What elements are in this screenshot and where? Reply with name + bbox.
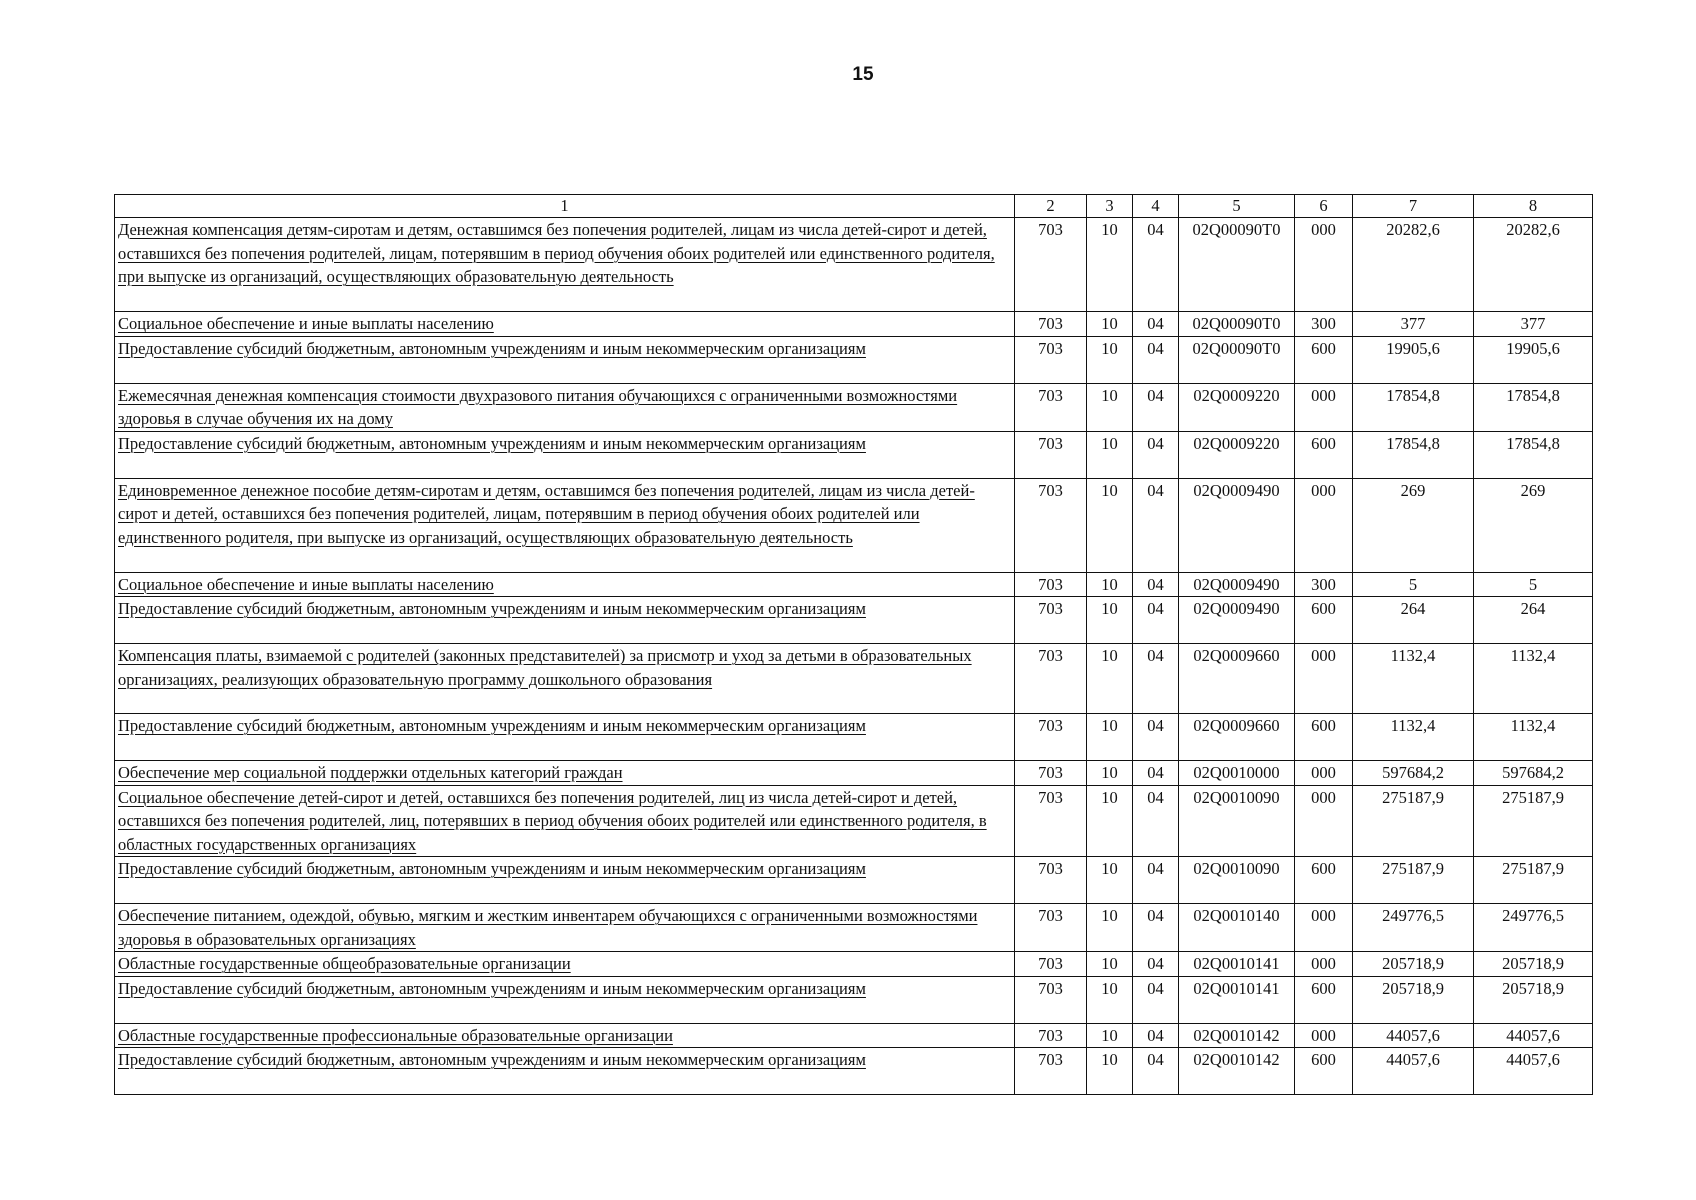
cell-subsection-b: 04 — [1133, 714, 1179, 761]
row-name-cell: Социальное обеспечение и иные выплаты населению — [115, 572, 1015, 597]
cell-expense-type: 000 — [1295, 478, 1353, 572]
cell-section: 703 — [1015, 597, 1087, 644]
table-row — [115, 952, 1593, 977]
cell-target-article: 02Q00090Т0 — [1179, 336, 1295, 383]
row-name-cell: Социальное обеспечение и иные выплаты населению — [115, 312, 1015, 337]
table-row — [115, 1023, 1593, 1048]
cell-subsection-b: 04 — [1133, 644, 1179, 714]
cell-section: 703 — [1015, 218, 1087, 312]
table-row — [115, 644, 1593, 714]
cell-section: 703 — [1015, 857, 1087, 904]
cell-amount-8: 17854,8 — [1474, 383, 1593, 431]
cell-section: 703 — [1015, 431, 1087, 478]
cell-subsection-b: 04 — [1133, 1023, 1179, 1048]
table-row — [115, 336, 1593, 383]
table-row — [115, 785, 1593, 857]
cell-target-article: 02Q0009220 — [1179, 383, 1295, 431]
cell-subsection-a: 10 — [1087, 1023, 1133, 1048]
header-cell: 7 — [1353, 195, 1474, 218]
cell-amount-8: 1132,4 — [1474, 644, 1593, 714]
cell-expense-type: 600 — [1295, 336, 1353, 383]
cell-subsection-b: 04 — [1133, 785, 1179, 857]
row-name-cell: Компенсация платы, взимаемой с родителей (законных представителей) за присмотр и уход за детьми в образовательных организациях, реализующих образовательную программу дошкольного образования — [115, 644, 1015, 714]
cell-subsection-b: 04 — [1133, 597, 1179, 644]
cell-section: 703 — [1015, 478, 1087, 572]
cell-subsection-b: 04 — [1133, 857, 1179, 904]
cell-amount-7: 17854,8 — [1353, 431, 1474, 478]
cell-expense-type: 000 — [1295, 904, 1353, 952]
cell-target-article: 02Q00090Т0 — [1179, 218, 1295, 312]
cell-subsection-b: 04 — [1133, 383, 1179, 431]
cell-target-article: 02Q0010000 — [1179, 761, 1295, 786]
cell-amount-8: 205718,9 — [1474, 952, 1593, 977]
cell-amount-8: 1132,4 — [1474, 714, 1593, 761]
table-row — [115, 761, 1593, 786]
cell-subsection-b: 04 — [1133, 478, 1179, 572]
cell-expense-type: 000 — [1295, 1023, 1353, 1048]
cell-section: 703 — [1015, 644, 1087, 714]
row-name-cell: Ежемесячная денежная компенсация стоимости двухразового питания обучающихся с ограниченными возможностями здоровья в случае обучения их на дому — [115, 383, 1015, 431]
cell-subsection-a: 10 — [1087, 218, 1133, 312]
cell-amount-7: 205718,9 — [1353, 952, 1474, 977]
page-number: 15 — [852, 64, 874, 85]
table-row — [115, 312, 1593, 337]
cell-target-article: 02Q0010142 — [1179, 1023, 1295, 1048]
cell-target-article: 02Q0009490 — [1179, 572, 1295, 597]
cell-expense-type: 600 — [1295, 1048, 1353, 1095]
cell-amount-7: 205718,9 — [1353, 976, 1474, 1023]
cell-expense-type: 600 — [1295, 431, 1353, 478]
cell-subsection-b: 04 — [1133, 336, 1179, 383]
cell-subsection-b: 04 — [1133, 761, 1179, 786]
cell-subsection-b: 04 — [1133, 572, 1179, 597]
cell-subsection-a: 10 — [1087, 904, 1133, 952]
row-name-cell: Областные государственные общеобразовательные организации — [115, 952, 1015, 977]
row-name-cell: Предоставление субсидий бюджетным, автономным учреждениям и иным некоммерческим организациям — [115, 976, 1015, 1023]
row-name-cell: Предоставление субсидий бюджетным, автономным учреждениям и иным некоммерческим организациям — [115, 431, 1015, 478]
cell-section: 703 — [1015, 383, 1087, 431]
cell-amount-8: 377 — [1474, 312, 1593, 337]
cell-subsection-a: 10 — [1087, 644, 1133, 714]
cell-target-article: 02Q0009660 — [1179, 714, 1295, 761]
cell-target-article: 02Q0009490 — [1179, 478, 1295, 572]
row-name-cell: Социальное обеспечение детей-сирот и детей, оставшихся без попечения родителей, лиц из числа детей-сирот и детей, оставшихся без попечения родителей, лиц, потерявших в период обучения обоих родителей или единственного родителя, в областных государственных организациях — [115, 785, 1015, 857]
table-row — [115, 1048, 1593, 1095]
header-cell: 3 — [1087, 195, 1133, 218]
cell-subsection-b: 04 — [1133, 431, 1179, 478]
cell-amount-7: 1132,4 — [1353, 714, 1474, 761]
cell-subsection-a: 10 — [1087, 312, 1133, 337]
row-name-cell: Предоставление субсидий бюджетным, автономным учреждениям и иным некоммерческим организациям — [115, 857, 1015, 904]
cell-target-article: 02Q0010141 — [1179, 952, 1295, 977]
cell-section: 703 — [1015, 1048, 1087, 1095]
cell-expense-type: 000 — [1295, 218, 1353, 312]
cell-amount-8: 249776,5 — [1474, 904, 1593, 952]
cell-section: 703 — [1015, 904, 1087, 952]
cell-section: 703 — [1015, 1023, 1087, 1048]
cell-section: 703 — [1015, 952, 1087, 977]
cell-amount-7: 269 — [1353, 478, 1474, 572]
header-cell: 5 — [1179, 195, 1295, 218]
cell-amount-7: 275187,9 — [1353, 785, 1474, 857]
cell-amount-8: 19905,6 — [1474, 336, 1593, 383]
cell-subsection-b: 04 — [1133, 312, 1179, 337]
header-cell: 6 — [1295, 195, 1353, 218]
cell-amount-7: 249776,5 — [1353, 904, 1474, 952]
cell-expense-type: 000 — [1295, 383, 1353, 431]
cell-subsection-a: 10 — [1087, 976, 1133, 1023]
cell-expense-type: 000 — [1295, 952, 1353, 977]
header-cell: 8 — [1474, 195, 1593, 218]
header-row — [115, 195, 1593, 218]
cell-amount-8: 44057,6 — [1474, 1048, 1593, 1095]
cell-amount-7: 44057,6 — [1353, 1048, 1474, 1095]
cell-section: 703 — [1015, 785, 1087, 857]
table-row — [115, 904, 1593, 952]
cell-target-article: 02Q0009490 — [1179, 597, 1295, 644]
table-row — [115, 857, 1593, 904]
cell-subsection-b: 04 — [1133, 218, 1179, 312]
cell-amount-8: 264 — [1474, 597, 1593, 644]
cell-subsection-a: 10 — [1087, 857, 1133, 904]
header-cell: 4 — [1133, 195, 1179, 218]
cell-subsection-a: 10 — [1087, 1048, 1133, 1095]
cell-expense-type: 600 — [1295, 976, 1353, 1023]
row-name-cell: Областные государственные профессиональные образовательные организации — [115, 1023, 1015, 1048]
cell-amount-8: 597684,2 — [1474, 761, 1593, 786]
cell-target-article: 02Q0010090 — [1179, 785, 1295, 857]
cell-expense-type: 600 — [1295, 714, 1353, 761]
header-cell: 2 — [1015, 195, 1087, 218]
cell-amount-8: 44057,6 — [1474, 1023, 1593, 1048]
cell-subsection-b: 04 — [1133, 976, 1179, 1023]
cell-subsection-a: 10 — [1087, 431, 1133, 478]
cell-amount-7: 17854,8 — [1353, 383, 1474, 431]
row-name-cell: Обеспечение питанием, одеждой, обувью, мягким и жестким инвентарем обучающихся с ограниченными возможностями здоровья в образовательных организациях — [115, 904, 1015, 952]
cell-target-article: 02Q0010141 — [1179, 976, 1295, 1023]
table-row — [115, 572, 1593, 597]
cell-amount-8: 275187,9 — [1474, 857, 1593, 904]
cell-section: 703 — [1015, 714, 1087, 761]
cell-subsection-a: 10 — [1087, 336, 1133, 383]
cell-subsection-a: 10 — [1087, 785, 1133, 857]
cell-section: 703 — [1015, 572, 1087, 597]
table-row — [115, 714, 1593, 761]
table-body — [115, 218, 1593, 1095]
table-row — [115, 976, 1593, 1023]
cell-target-article: 02Q0009660 — [1179, 644, 1295, 714]
cell-amount-7: 19905,6 — [1353, 336, 1474, 383]
cell-subsection-a: 10 — [1087, 572, 1133, 597]
cell-amount-7: 275187,9 — [1353, 857, 1474, 904]
row-name-cell: Предоставление субсидий бюджетным, автономным учреждениям и иным некоммерческим организациям — [115, 714, 1015, 761]
cell-section: 703 — [1015, 976, 1087, 1023]
cell-expense-type: 000 — [1295, 644, 1353, 714]
cell-target-article: 02Q0010140 — [1179, 904, 1295, 952]
row-name-cell: Денежная компенсация детям-сиротам и детям, оставшимся без попечения родителей, лицам из числа детей-сирот и детей, оставшихся без попечения родителей, лицам, потерявшим в период обучения обоих родителей или единственного родителя, при выпуске из организаций, осуществляющих образовательную деятельность — [115, 218, 1015, 312]
cell-expense-type: 300 — [1295, 572, 1353, 597]
cell-subsection-a: 10 — [1087, 761, 1133, 786]
cell-amount-7: 377 — [1353, 312, 1474, 337]
cell-section: 703 — [1015, 312, 1087, 337]
row-name-cell: Предоставление субсидий бюджетным, автономным учреждениям и иным некоммерческим организациям — [115, 336, 1015, 383]
cell-target-article: 02Q0010090 — [1179, 857, 1295, 904]
row-name-cell: Единовременное денежное пособие детям-сиротам и детям, оставшимся без попечения родителей, лицам из числа детей-сирот и детей, оставшихся без попечения родителей, лицам, потерявшим в период обучения обоих родителей или единственного родителя, при выпуске из организаций, осуществляющих образовательную деятельность — [115, 478, 1015, 572]
cell-subsection-a: 10 — [1087, 597, 1133, 644]
table-row — [115, 218, 1593, 312]
table-row — [115, 478, 1593, 572]
cell-expense-type: 000 — [1295, 785, 1353, 857]
cell-subsection-a: 10 — [1087, 383, 1133, 431]
cell-amount-8: 275187,9 — [1474, 785, 1593, 857]
table-row — [115, 431, 1593, 478]
cell-amount-8: 205718,9 — [1474, 976, 1593, 1023]
cell-expense-type: 600 — [1295, 857, 1353, 904]
cell-subsection-b: 04 — [1133, 904, 1179, 952]
cell-subsection-a: 10 — [1087, 478, 1133, 572]
cell-amount-7: 264 — [1353, 597, 1474, 644]
table-row — [115, 597, 1593, 644]
cell-target-article: 02Q00090Т0 — [1179, 312, 1295, 337]
cell-expense-type: 000 — [1295, 761, 1353, 786]
cell-target-article: 02Q0010142 — [1179, 1048, 1295, 1095]
cell-amount-8: 17854,8 — [1474, 431, 1593, 478]
cell-amount-8: 269 — [1474, 478, 1593, 572]
cell-amount-7: 44057,6 — [1353, 1023, 1474, 1048]
cell-subsection-a: 10 — [1087, 952, 1133, 977]
cell-expense-type: 600 — [1295, 597, 1353, 644]
cell-amount-7: 1132,4 — [1353, 644, 1474, 714]
cell-subsection-b: 04 — [1133, 1048, 1179, 1095]
cell-expense-type: 300 — [1295, 312, 1353, 337]
cell-target-article: 02Q0009220 — [1179, 431, 1295, 478]
cell-amount-7: 20282,6 — [1353, 218, 1474, 312]
row-name-cell: Предоставление субсидий бюджетным, автономным учреждениям и иным некоммерческим организациям — [115, 597, 1015, 644]
row-name-cell: Обеспечение мер социальной поддержки отдельных категорий граждан — [115, 761, 1015, 786]
cell-section: 703 — [1015, 336, 1087, 383]
cell-amount-8: 5 — [1474, 572, 1593, 597]
cell-subsection-b: 04 — [1133, 952, 1179, 977]
cell-section: 703 — [1015, 761, 1087, 786]
row-name-cell: Предоставление субсидий бюджетным, автономным учреждениям и иным некоммерческим организациям — [115, 1048, 1015, 1095]
header-cell: 1 — [115, 195, 1015, 218]
cell-amount-7: 5 — [1353, 572, 1474, 597]
cell-amount-7: 597684,2 — [1353, 761, 1474, 786]
table-row — [115, 383, 1593, 431]
budget-table — [114, 194, 1593, 1095]
cell-amount-8: 20282,6 — [1474, 218, 1593, 312]
cell-subsection-a: 10 — [1087, 714, 1133, 761]
